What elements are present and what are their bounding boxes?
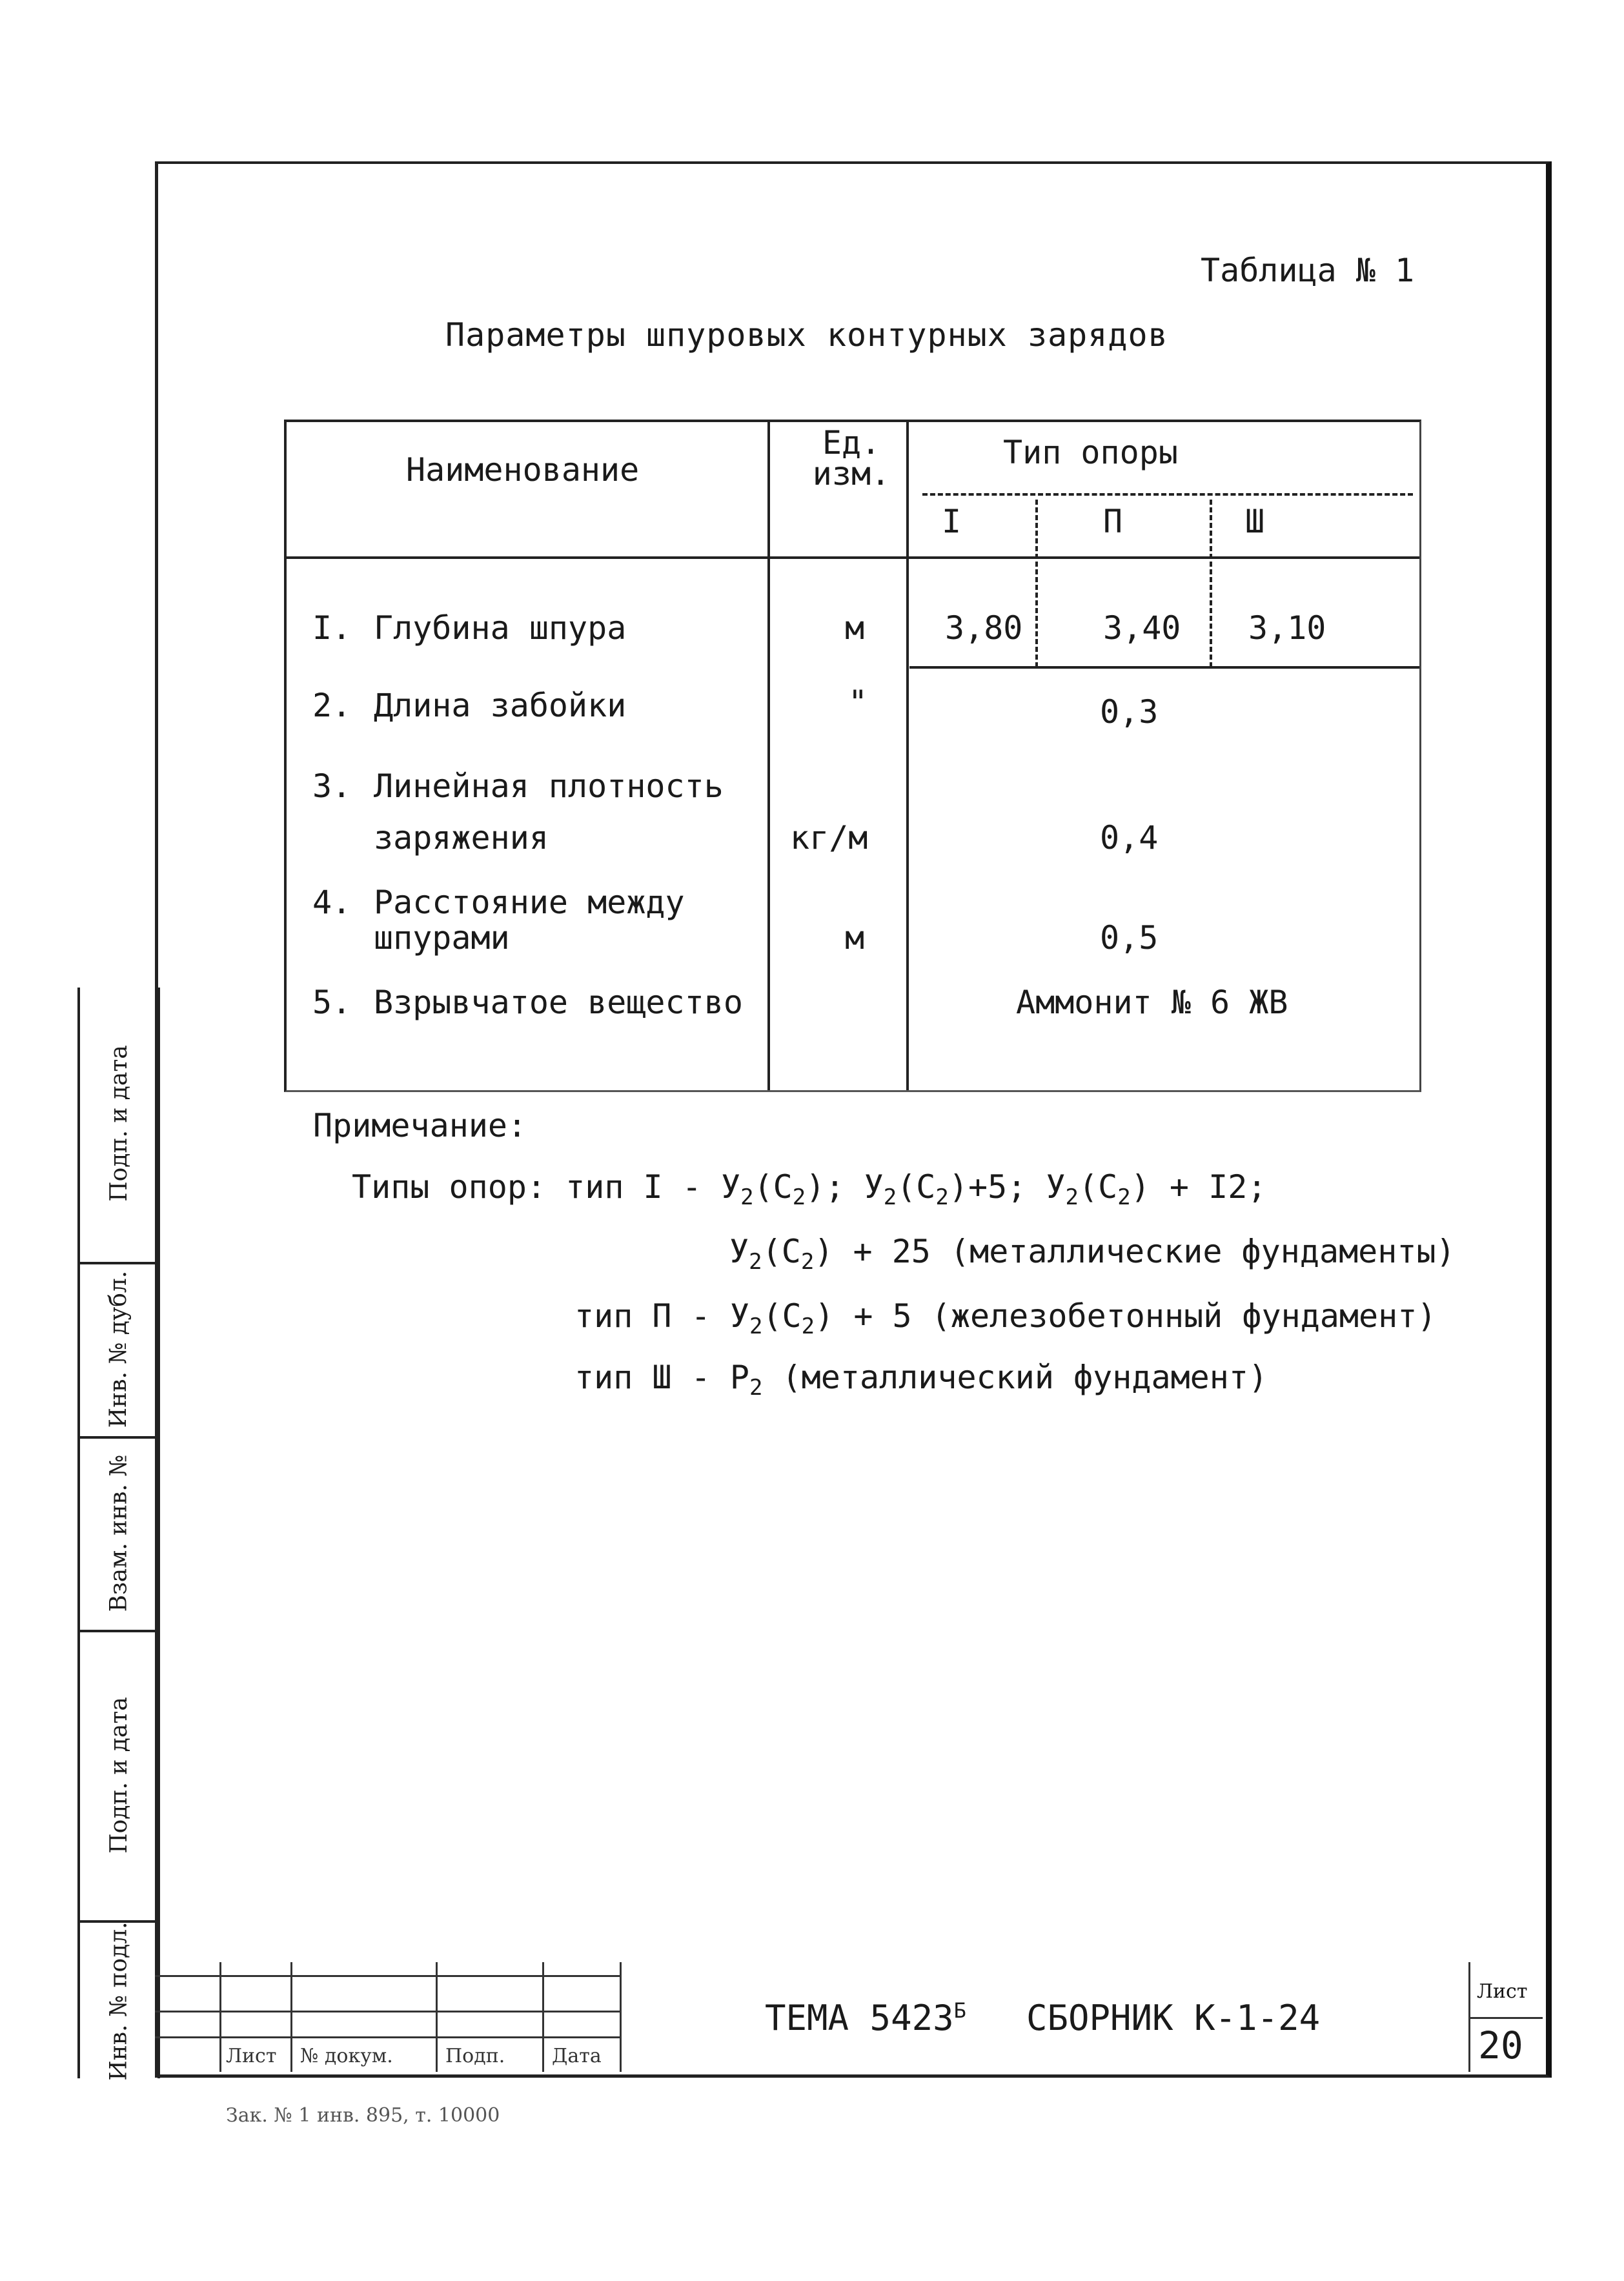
note-line-type2: тип $П - У_2(С_2) + 5$ (железобетонный фундамент) [574, 1297, 1437, 1339]
side-label-sign-date-1: Подп. и дата [105, 1044, 132, 1202]
row-value-type-1: 3,80 [945, 609, 1023, 647]
parameters-table [284, 420, 1421, 1092]
title-block-rule [155, 2036, 620, 2038]
note-line-type1-cont: $У_2(С_2) + 25$ (металлические фундаменты) [729, 1233, 1456, 1275]
title-block [155, 1962, 1543, 2072]
row-value-merged: Аммонит № 6 ЖВ [1016, 984, 1288, 1021]
footer-col-sheet: Лист [226, 2045, 277, 2067]
title-block-col [436, 1962, 438, 2072]
side-label-inv-dubl: Инв. № дубл. [105, 1270, 132, 1428]
header-type-2: П [1103, 503, 1123, 540]
row-value-merged: 0,3 [1100, 693, 1159, 731]
row-unit: " [848, 684, 868, 721]
print-note: Зак. № 1 инв. 895, т. 10000 [226, 2104, 500, 2127]
note-line-type1: Типы опор: тип I - $У_2(С_2)$; $У_2(С_2)+5$; $У_2(С_2) + I2$; [352, 1168, 1267, 1210]
type-header-divider [922, 493, 1413, 496]
row-value-merged: 0,5 [1100, 919, 1159, 957]
col-divider-name [767, 422, 770, 1090]
table-title: Параметры шпуровых контурных зарядов [445, 316, 1168, 354]
header-unit: Ед. изм. [812, 424, 891, 492]
side-divider [77, 1436, 155, 1439]
side-label-vzam-inv: Взам. инв. № [105, 1454, 132, 1612]
row-name: Линейная плотность [374, 767, 724, 805]
row-unit: кг/м [790, 819, 868, 857]
row-unit: м [845, 919, 865, 957]
table-number: Таблица № 1 [1201, 252, 1415, 289]
side-label-inv-podl: Инв. № подл. [105, 1921, 132, 2081]
row-number: 4. [312, 884, 352, 921]
row-name: Расстояние между [374, 884, 685, 921]
type-col-divider-1 [1035, 500, 1038, 667]
note-type2-desc: (железобетонный фундамент) [931, 1297, 1437, 1335]
col-divider-unit [906, 422, 909, 1090]
header-name: Наименование [406, 451, 640, 489]
footer-col-sign: Подп. [445, 2045, 505, 2067]
row-number: 3. [312, 767, 352, 805]
side-divider [77, 1262, 155, 1264]
title-block-rule [155, 1975, 620, 1977]
row-name: Глубина шпура [374, 609, 627, 647]
header-type-3: Ш [1245, 503, 1265, 540]
title-block-rule [155, 2011, 620, 2012]
side-divider [77, 1920, 155, 1923]
header-type: Тип опоры [1003, 434, 1178, 471]
note-type3-prefix: тип Ш - [574, 1359, 730, 1396]
title-block-col [290, 1962, 292, 2072]
note-line-type3: тип Ш - $Р_2$ (металлический фундамент) [574, 1359, 1268, 1401]
note-label: Типы опор: [352, 1168, 547, 1206]
side-label-sign-date-2: Подп. и дата [105, 1696, 132, 1854]
row-name-cont: шпурами [374, 919, 510, 957]
header-type-1: I [942, 503, 962, 540]
type-col-divider-2 [1210, 500, 1212, 667]
footer-sheet-number: 20 [1478, 2023, 1523, 2067]
row-number: 5. [312, 984, 352, 1021]
row-value-merged: 0,4 [1100, 819, 1159, 857]
row-name: Взрывчатое вещество [374, 984, 743, 1021]
note-type1-prefix: тип I - [565, 1168, 721, 1206]
header-bottom-rule [287, 556, 1419, 559]
title-block-col [219, 1962, 221, 2072]
row-value-type-3: 3,10 [1248, 609, 1326, 647]
note-heading: Примечание: [313, 1107, 527, 1144]
title-block-col [620, 1962, 622, 2072]
row-number: I. [312, 609, 352, 647]
footer-sheet-label: Лист [1477, 1980, 1528, 2003]
title-block-col [542, 1962, 544, 2072]
row-name-cont: заряжения [374, 819, 549, 857]
note-type3-desc: (металлический фундамент) [782, 1359, 1268, 1396]
side-divider [77, 1630, 155, 1632]
footer-col-doc: № докум. [300, 2045, 393, 2067]
row-unit: м [845, 609, 865, 647]
note-type2-prefix: тип П - [574, 1297, 730, 1335]
note-type1-desc: (металлические фундаменты) [950, 1233, 1456, 1270]
title-block-rule [1468, 2017, 1543, 2019]
footer-tema: ТЕМА $5423^Б$ [765, 1998, 966, 2038]
row-value-type-2: 3,40 [1103, 609, 1181, 647]
footer-sbornik: СБОРНИК К-1-24 [1026, 1998, 1321, 2038]
row-name: Длина забойки [374, 687, 627, 724]
footer-col-date: Дата [552, 2045, 602, 2067]
row1-bottom-rule [909, 666, 1419, 669]
side-stamp [77, 988, 160, 2081]
row-number: 2. [312, 687, 352, 724]
